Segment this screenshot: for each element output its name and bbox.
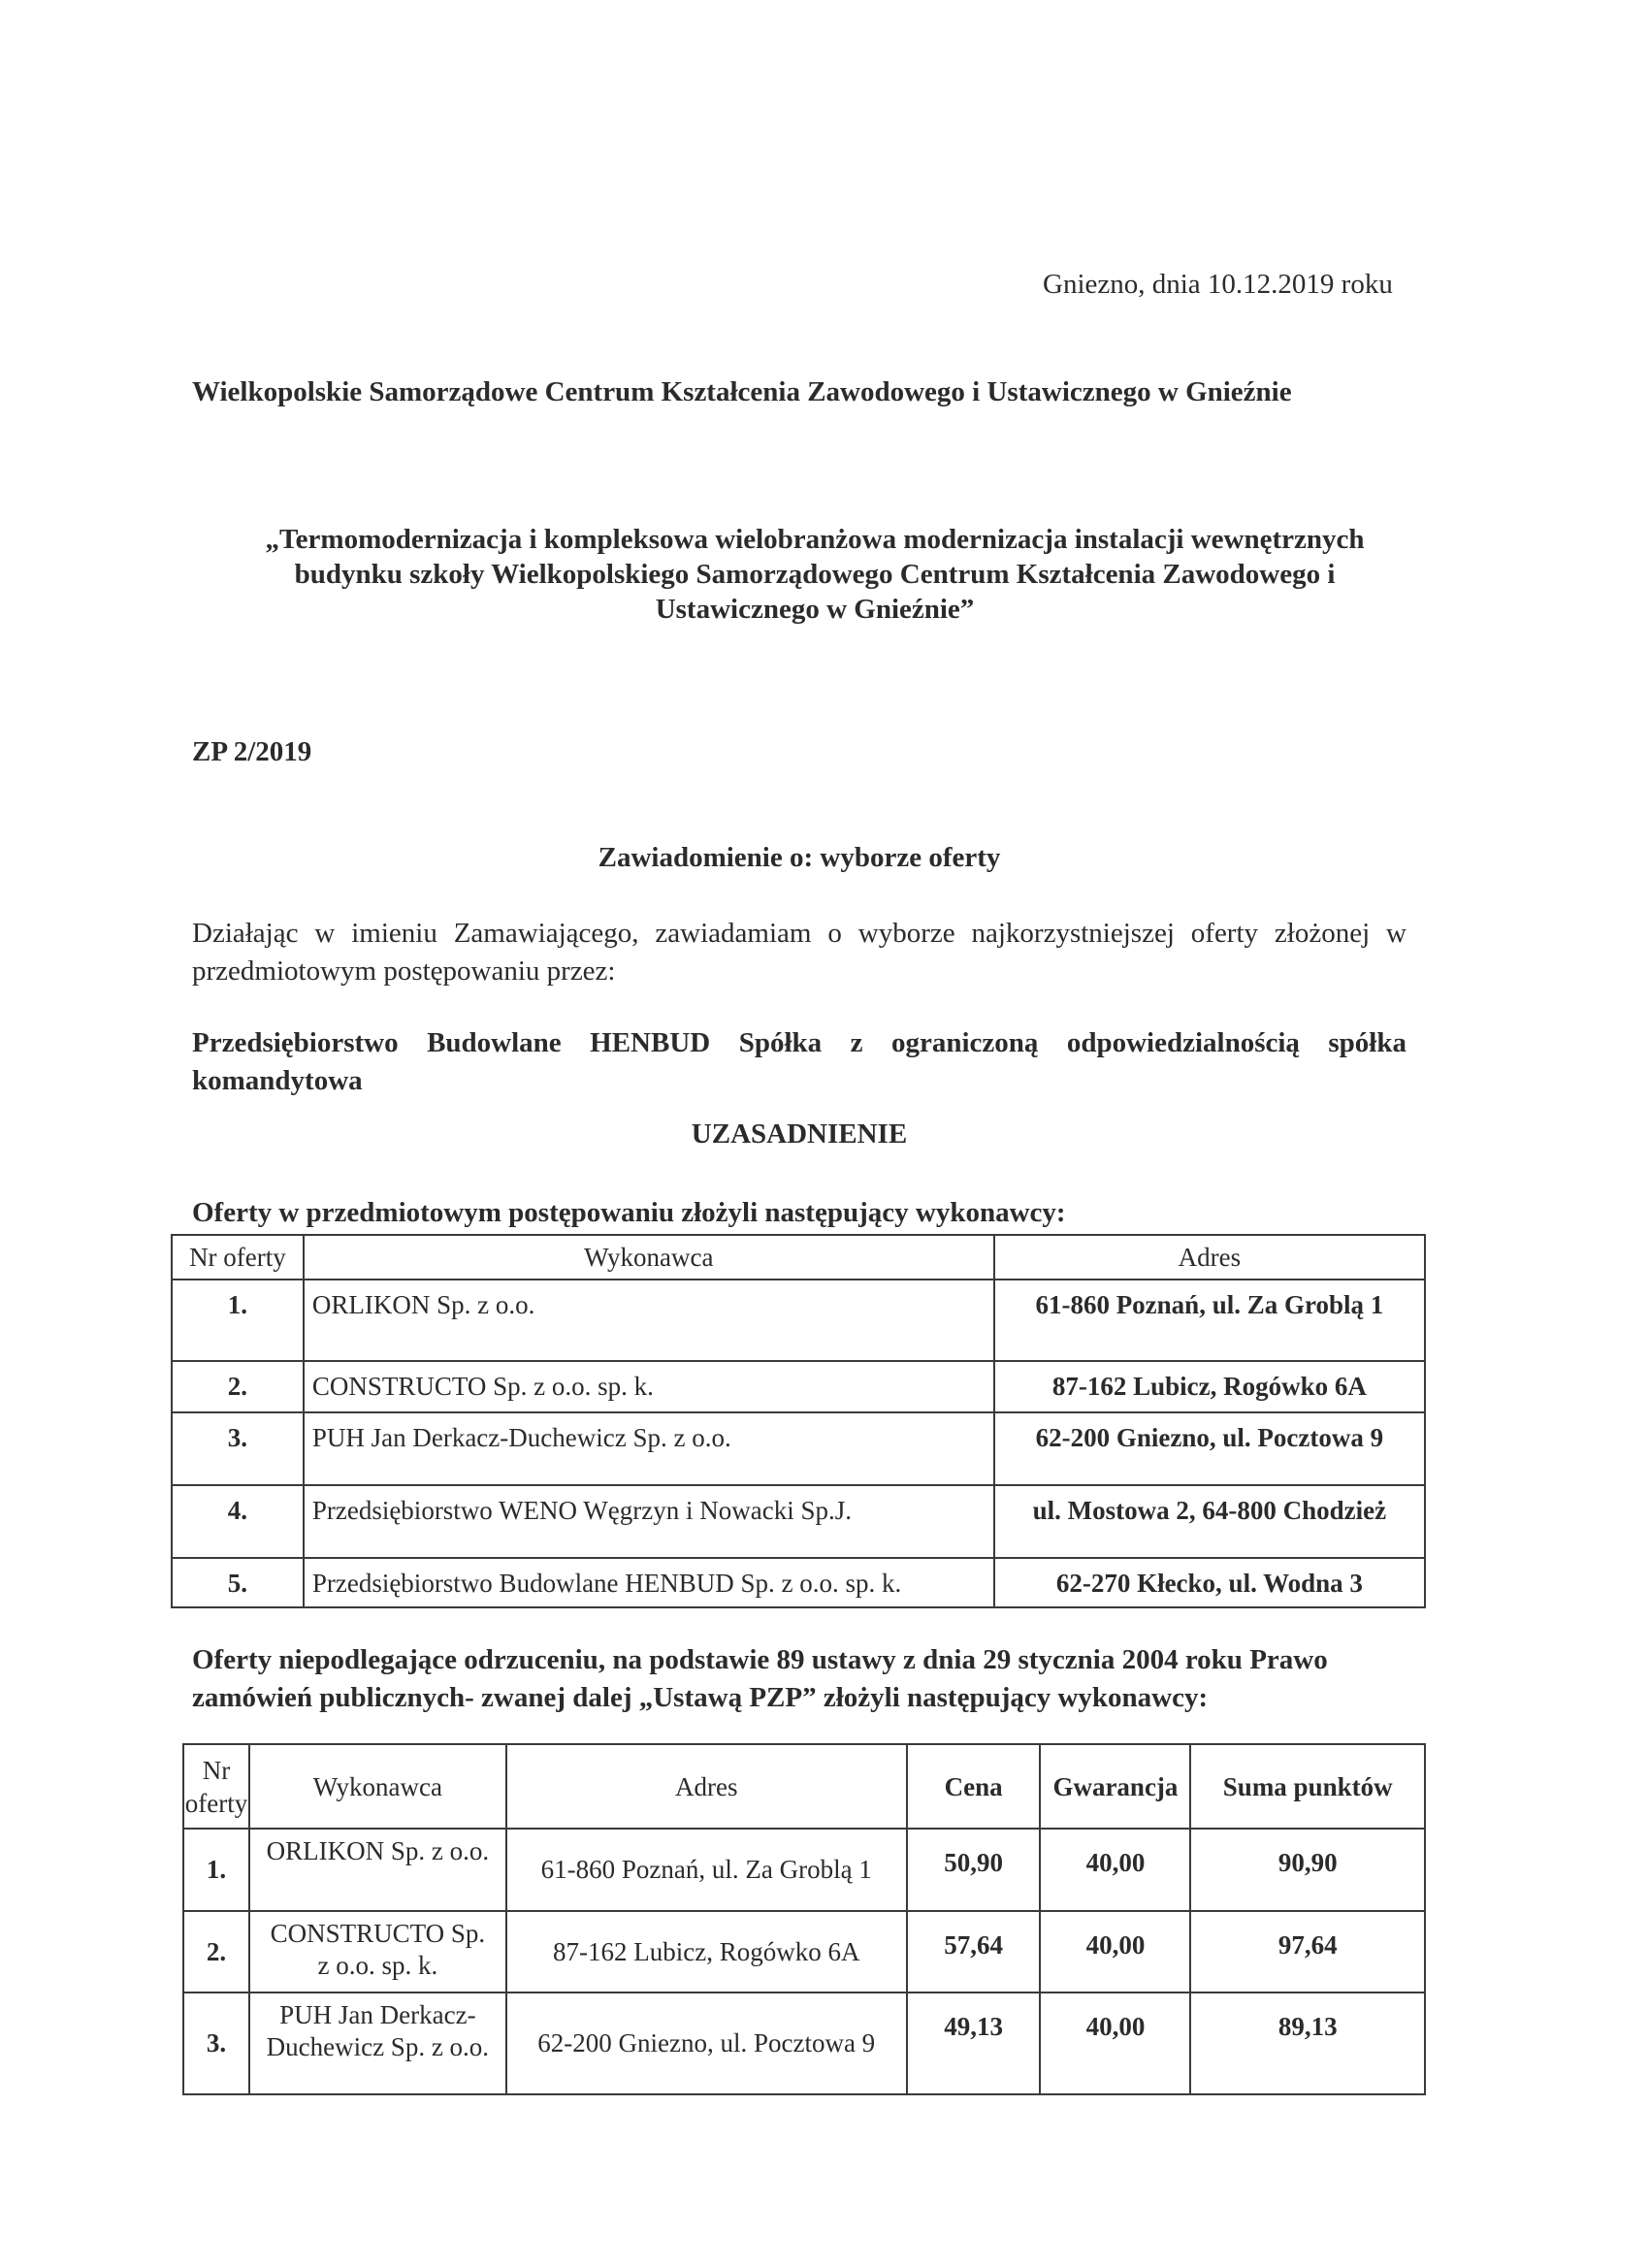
warranty-score: 40,00	[1040, 1911, 1190, 1993]
column-header-nr-line: Nr	[202, 1755, 231, 1785]
selected-contractor: Przedsiębiorstwo Budowlane HENBUD Spółka z ograniczoną odpowiedzialnością spółka komandytowa	[192, 1027, 1406, 1096]
table-header-row	[172, 1235, 1425, 1280]
contractor-name-line: PUH Jan Derkacz-	[279, 2000, 476, 2029]
column-header-address: Adres	[506, 1744, 907, 1829]
contractor-name-line: z o.o. sp. k.	[317, 1951, 438, 1980]
column-header-price: Cena	[907, 1744, 1041, 1829]
table-row	[172, 1280, 1425, 1361]
price-score: 49,13	[907, 1993, 1041, 2094]
contractor-address: 62-200 Gniezno, ul. Pocztowa 9	[994, 1412, 1425, 1485]
column-header-contractor: Wykonawca	[249, 1744, 506, 1829]
contractor-name-line: Duchewicz Sp. z o.o.	[266, 2032, 490, 2061]
offer-number: 2.	[172, 1361, 304, 1412]
contractor-address: 87-162 Lubicz, Rogówko 6A	[994, 1361, 1425, 1412]
column-header-nr: Nr oferty	[172, 1235, 304, 1280]
justification-heading: UZASADNIENIE	[691, 1118, 908, 1150]
contractor-name: Przedsiębiorstwo Budowlane HENBUD Sp. z o.o. sp. k.	[304, 1558, 994, 1607]
contractor-name: Przedsiębiorstwo WENO Węgrzyn i Nowacki Sp.J.	[304, 1485, 994, 1558]
table-row	[183, 1911, 1425, 1993]
total-score: 89,13	[1190, 1993, 1425, 2094]
scored-offers-table	[182, 1743, 1426, 2095]
column-header-address: Adres	[994, 1235, 1425, 1280]
table-header-row	[183, 1744, 1425, 1829]
table-row	[172, 1485, 1425, 1558]
contractor-name: ORLIKON Sp. z o.o.	[304, 1280, 994, 1361]
contractor-address: ul. Mostowa 2, 64-800 Chodzież	[994, 1485, 1425, 1558]
offers-table	[171, 1234, 1426, 1608]
offer-number: 3.	[172, 1412, 304, 1485]
contractor-name: CONSTRUCTO Sp. z o.o. sp. k.	[304, 1361, 994, 1412]
contractor-address: 61-860 Poznań, ul. Za Groblą 1	[994, 1280, 1425, 1361]
contractor-name-line: CONSTRUCTO Sp.	[270, 1919, 486, 1948]
notice-title: Zawiadomienie o: wyborze oferty	[598, 842, 1001, 873]
price-score: 57,64	[907, 1911, 1041, 1993]
warranty-score: 40,00	[1040, 1993, 1190, 2094]
project-title-line: „Termomodernizacja i kompleksowa wielobranżowa modernizacja instalacji wewnętrznych	[265, 524, 1365, 555]
offer-number: 4.	[172, 1485, 304, 1558]
warranty-score: 40,00	[1040, 1829, 1190, 1911]
offer-number: 1.	[172, 1280, 304, 1361]
table-row	[183, 1829, 1425, 1911]
contractor-address: 61-860 Poznań, ul. Za Groblą 1	[506, 1829, 907, 1911]
contractor-name	[249, 1993, 506, 2094]
total-score: 97,64	[1190, 1911, 1425, 1993]
offers-table-heading: Oferty w przedmiotowym postępowaniu złożyli następujący wykonawcy:	[192, 1197, 1066, 1228]
case-number: ZP 2/2019	[192, 736, 312, 767]
contractor-name-line: ORLIKON Sp. z o.o.	[266, 1836, 490, 1865]
contractor-name	[249, 1829, 506, 1911]
contractor-name: PUH Jan Derkacz-Duchewicz Sp. z o.o.	[304, 1412, 994, 1485]
offer-number: 1.	[183, 1829, 249, 1911]
table-row	[172, 1412, 1425, 1485]
column-header-nr	[183, 1744, 249, 1829]
total-score: 90,90	[1190, 1829, 1425, 1911]
table-row	[172, 1361, 1425, 1412]
offer-number: 5.	[172, 1558, 304, 1607]
notice-intro: Działając w imieniu Zamawiającego, zawiadamiam o wyborze najkorzystniejszej oferty złożonej w przedmiotowym postępowaniu przez:	[192, 918, 1406, 987]
contractor-address: 87-162 Lubicz, Rogówko 6A	[506, 1911, 907, 1993]
column-header-total: Suma punktów	[1190, 1744, 1425, 1829]
contractor-name	[249, 1911, 506, 1993]
contractor-address: 62-270 Kłecko, ul. Wodna 3	[994, 1558, 1425, 1607]
document-date: Gniezno, dnia 10.12.2019 roku	[1043, 269, 1393, 300]
table-row	[172, 1558, 1425, 1607]
offer-number: 3.	[183, 1993, 249, 2094]
project-title-line: budynku szkoły Wielkopolskiego Samorządowego Centrum Kształcenia Zawodowego i	[294, 559, 1336, 590]
column-header-nr-line: oferty	[184, 1788, 248, 1818]
offer-number: 2.	[183, 1911, 249, 1993]
institution-name: Wielkopolskie Samorządowe Centrum Kształcenia Zawodowego i Ustawicznego w Gnieźnie	[192, 376, 1292, 407]
scored-table-heading: Oferty niepodlegające odrzuceniu, na podstawie 89 ustawy z dnia 29 stycznia 2004 roku Prawo zamówień publicznych- zwanej dalej „Ustawą PZP” złożyli następujący wykonawcy:	[192, 1644, 1328, 1713]
project-title-line: Ustawicznego w Gnieźnie”	[655, 594, 975, 625]
table-row	[183, 1993, 1425, 2094]
price-score: 50,90	[907, 1829, 1041, 1911]
contractor-address: 62-200 Gniezno, ul. Pocztowa 9	[506, 1993, 907, 2094]
project-title	[175, 522, 1455, 627]
column-header-warranty: Gwarancja	[1040, 1744, 1190, 1829]
column-header-contractor: Wykonawca	[304, 1235, 994, 1280]
